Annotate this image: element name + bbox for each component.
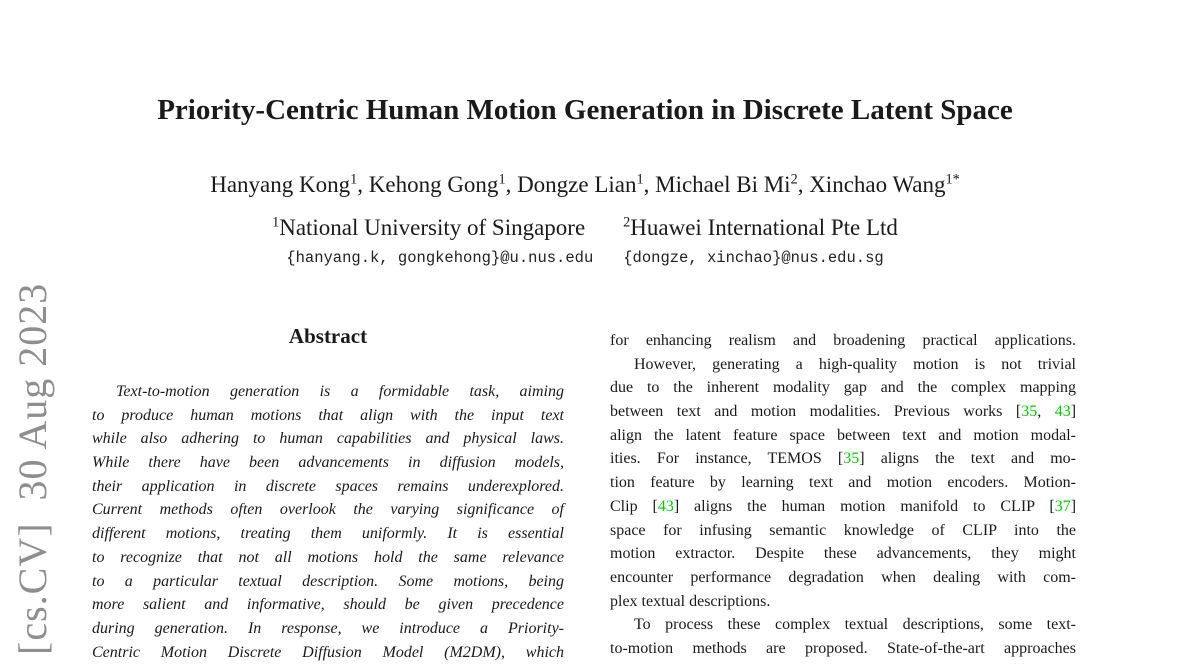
abstract-heading: Abstract	[288, 324, 368, 348]
text-line: Clip [43] aligns the human motion manifold to CLIP [37]	[610, 497, 1077, 515]
authors-line: Hanyang Kong$^1$, Kehong Gong$^1$, Dongze Lian$^1$, Michael Bi Mi$^2$, Xinchao Wang$^{1*}$	[210, 171, 960, 197]
email-group-huawei: {dongze, xinchao}@nus.edu.sg	[623, 249, 884, 267]
author-name: Dongze Lian$^1$	[517, 171, 644, 197]
author-affil-mark: 1	[636, 171, 644, 188]
text-line: for enhancing realism and broadening practical applications.	[610, 332, 1076, 349]
text-line: plex textual descriptions.	[610, 592, 771, 610]
affiliation-mark: 2	[623, 214, 631, 231]
left-column	[92, 324, 564, 664]
text-line: to-motion methods are proposed. State-of-the-art approaches	[610, 639, 1076, 657]
text-line: Centric Motion Discrete Diffusion Model (M2DM), which	[92, 643, 564, 661]
text-line: to a particular textual description. Some motions, being	[92, 572, 564, 590]
author-name: Michael Bi Mi$^2$	[655, 171, 798, 197]
text-line: However, generating a high-quality motion is not trivial	[634, 355, 1076, 373]
author-name: Xinchao Wang$^{1*}$	[809, 171, 960, 197]
text-line: their application in discrete spaces remains underexplored.	[92, 477, 564, 495]
emails-line	[90, 249, 1080, 267]
affiliations-line	[90, 215, 1080, 241]
text-line: to recognize that not all motions hold the same relevance	[92, 548, 564, 566]
text-line: more salient and informative, should be given precedence	[92, 596, 564, 614]
text-line: to produce human motions that align with the input text	[92, 406, 564, 424]
text-line: align the latent feature space between text and motion modal-	[610, 426, 1076, 444]
author-affil-mark: 2	[790, 171, 798, 188]
author-name: Kehong Gong$^1$	[368, 171, 506, 197]
email-group-nus: {hanyang.k, gongkehong}@u.nus.edu	[286, 249, 594, 267]
text-line: tion feature by learning text and motion encoders. Motion-	[610, 474, 1076, 492]
text-line: Text-to-motion generation is a formidable task, aiming	[116, 383, 564, 400]
text-line: space for infusing semantic knowledge of CLIP into the	[610, 521, 1076, 539]
citation-link[interactable]: 43	[1054, 403, 1071, 421]
text-line: while also adhering to human capabilities and physical laws.	[92, 430, 564, 448]
affiliation-mark: 1	[272, 214, 280, 231]
right-column	[610, 329, 1076, 661]
citation-link[interactable]: 35	[1021, 403, 1038, 421]
author-name: Hanyang Kong$^1$	[210, 171, 358, 197]
text-line: different motions, treating them uniformly. It is essential	[92, 525, 564, 543]
text-line: during generation. In response, we introduce a Priority-	[92, 619, 564, 637]
author-affil-mark: 1	[350, 171, 358, 188]
text-line: encounter performance degradation when dealing with com-	[610, 568, 1076, 586]
text-line: While there have been advancements in diffusion models,	[92, 454, 564, 472]
citation-link[interactable]: 35	[843, 450, 860, 468]
paper-title: Priority-Centric Human Motion Generation in Discrete Latent Space	[157, 94, 1013, 126]
text-line: motion extractor. Despite these advancements, they might	[610, 545, 1076, 563]
author-affil-mark: 1	[498, 171, 506, 188]
abstract-body	[92, 380, 564, 664]
citation-link[interactable]: 43	[657, 497, 674, 515]
arxiv-watermark: [cs.CV] 30 Aug 2023	[10, 282, 55, 655]
intro-body	[610, 329, 1076, 661]
text-line: Current methods often overlook the varying significance of	[92, 501, 564, 519]
text-line: due to the inherent modality gap and the complex mapping	[610, 379, 1076, 397]
text-line: To process these complex textual descriptions, some text-	[634, 616, 1076, 634]
author-affil-mark: 1*	[945, 171, 960, 188]
text-line: ities. For instance, TEMOS [35] aligns the text and mo-	[610, 450, 1077, 468]
text-line: between text and motion modalities. Previous works [35, 43]	[610, 403, 1077, 421]
affiliation: $^1$National University of Singapore	[272, 214, 586, 240]
affiliation: $^2$Huawei International Pte Ltd	[623, 214, 898, 240]
citation-link[interactable]: 37	[1054, 497, 1071, 515]
